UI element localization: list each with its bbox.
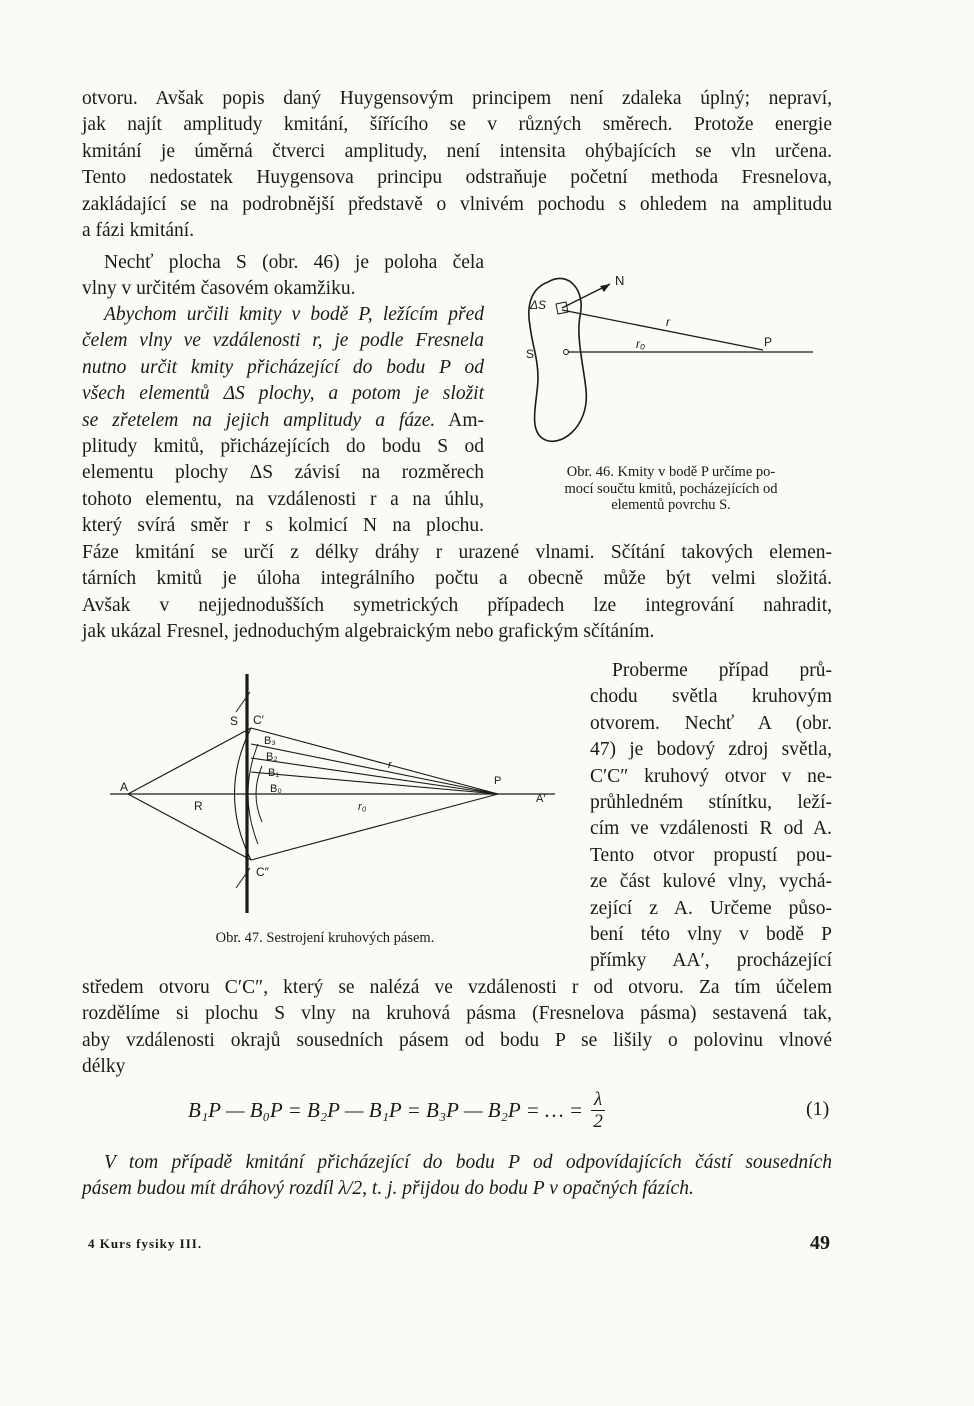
caption-line: Obr. 46. Kmity v bodě P určíme po-	[566, 464, 776, 480]
text-line: chodu světla kruhovým	[590, 686, 832, 708]
text-run: Am-	[435, 409, 484, 431]
text-line: kmitání je úměrná čtverci amplitudy, není intensita ohýbajících se vln určena.	[82, 140, 832, 162]
text-line: Proberme případ prů-	[612, 660, 832, 681]
text-line: Tento otvor propustí pou-	[590, 844, 832, 866]
text-line: cím ve vzdálenosti R od A.	[590, 818, 832, 840]
paragraph-1	[82, 86, 832, 244]
text-line: C′C″ kruhový otvor v ne-	[590, 765, 832, 787]
caption-line: elementů povrchu S.	[611, 497, 731, 513]
paragraph-5-right	[590, 658, 832, 975]
text-line: plitudy kmitů, přicházejících do bodu S od	[82, 436, 484, 458]
italic-run: se zřetelem na jejich amplitudy a fáze.	[82, 409, 436, 431]
label-n: N	[615, 273, 625, 288]
text-line: Avšak v nejjednodušších symetrických případech lze integrování nahradit,	[82, 594, 832, 616]
paragraph-6	[82, 1150, 832, 1203]
text-line: všech elementů ΔS plochy, a potom je složit	[82, 383, 484, 405]
ray-c1	[251, 728, 498, 794]
text-line: délky	[82, 1056, 126, 1078]
text-line: tárních kmitů je úloha integrálního počtu a obecně může být velmi složitá.	[82, 568, 832, 590]
label-c-double-prime: C″	[256, 865, 269, 879]
figure-46	[518, 268, 818, 458]
text-line: pásem budou mít dráhový rozdíl λ/2, t. j. přijdou do bodu P v opačných fázích.	[82, 1178, 694, 1200]
text-line: Nechť plocha S (obr. 46) je poloha čela	[104, 252, 484, 273]
ray-b1	[251, 772, 498, 794]
text-line: otvorem. Nechť A (obr.	[590, 712, 832, 734]
text-line: zakládající se na podrobnější představě o vlnivém pochodu s ohledem na amplitudu	[82, 193, 832, 215]
text-line: středem otvoru C′C″, který se nalézá ve vzdálenosti r od otvoru. Za tím účelem	[82, 977, 832, 998]
footer-signature: 4 Kurs fysiky III.	[88, 1236, 203, 1251]
text-line: elementu plochy ΔS závisí na rozměrech	[82, 462, 484, 484]
label-r: r	[666, 315, 670, 329]
text-line: přímky AA′, procházející	[590, 950, 832, 972]
line-a-c2	[128, 794, 251, 860]
label-c-prime: C′	[253, 713, 264, 727]
fraction-numerator: λ	[593, 1088, 603, 1110]
label-r0: r₀	[636, 337, 646, 351]
equation-number: (1)	[806, 1098, 830, 1120]
page-number: 49	[810, 1232, 830, 1254]
text-line: bení této vlny v bodě P	[590, 924, 832, 946]
text-line	[82, 408, 484, 434]
label-s: S	[230, 714, 239, 728]
fraction	[591, 1090, 605, 1131]
label-b0: B₀	[270, 783, 282, 795]
caption-line: mocí součtu kmitů, pocházejících od	[564, 480, 778, 497]
figure-46-caption	[520, 464, 822, 514]
equation-1	[188, 1088, 688, 1132]
text-line: jak najít amplitudy kmitání, šířícího se v různých směrech. Protože energie	[82, 114, 832, 136]
ray-c2	[251, 794, 498, 860]
label-b2: B₂	[266, 751, 278, 763]
text-line: čelem vlny ve vzdálenosti r, je podle Fresnela	[82, 330, 484, 352]
label-r: r	[388, 759, 392, 771]
text-line: průhledném stínítku, leží-	[590, 792, 832, 814]
text-line: nutno určit kmity přicházející do bodu P od	[82, 356, 484, 378]
paragraph-4	[82, 540, 832, 646]
equation-lhs: B₁P — B₀P = B₂P — B₁P = B₃P — B₂P = … =	[188, 1097, 584, 1122]
text-line: a fázi kmitání.	[82, 220, 195, 242]
text-line: V tom případě kmitání přicházející do bodu P od odpovídajících částí sousedních	[104, 1152, 832, 1173]
text-line: Tento nedostatek Huygensova principu odstraňuje početní methoda Fresnelova,	[82, 167, 832, 189]
normal-arrowhead	[600, 284, 610, 292]
label-r-big: R	[194, 799, 203, 813]
paragraph-5-full	[82, 975, 832, 1081]
label-r0: r₀	[358, 801, 367, 813]
line-r	[562, 310, 763, 350]
figure-47	[110, 668, 560, 923]
label-p: P	[494, 775, 502, 787]
paragraph-3	[82, 302, 484, 540]
label-ds: ΔS	[530, 298, 547, 312]
figure-47-caption: Obr. 47. Sestrojení kruhových pásem.	[215, 930, 435, 946]
ray-b3	[251, 744, 498, 794]
label-p: P	[764, 335, 773, 349]
text-line: otvoru. Avšak popis daný Huygensovým principem není zdaleka úplný; nepraví,	[82, 88, 832, 109]
text-line: aby vzdálenosti okrajů sousedních pásem od bodu P se lišily o polovinu vlnové	[82, 1029, 832, 1051]
text-line: rozdělíme si plochu S vlny na kruhová pásma (Fresnelova pásma) sestavená tak,	[82, 1003, 832, 1025]
text-line: zející z A. Určeme půso-	[590, 897, 832, 919]
text-line: 47) je bodový zdroj světla,	[590, 739, 832, 761]
text-line: ze část kulové vlny, vychá-	[590, 871, 832, 893]
label-b3: B₃	[264, 735, 276, 747]
text-line: vlny v určitém časovém okamžiku.	[82, 278, 356, 300]
fraction-denominator: 2	[593, 1110, 603, 1132]
label-s: S	[526, 347, 535, 361]
line-a-c1	[128, 728, 251, 794]
text-line: tohoto elementu, na vzdálenosti r a na úhlu,	[82, 488, 484, 510]
text-line: Fáze kmitání se určí z délky dráhy r urazené vlnami. Sčítání takových elemen-	[82, 542, 832, 563]
paragraph-2	[82, 250, 484, 303]
text-line: jak ukázal Fresnel, jednoduchým algebraickým nebo grafickým sčítáním.	[82, 621, 655, 643]
text-line: který svírá směr r s kolmicí N na plochu.	[82, 515, 484, 537]
label-b1: B₁	[268, 767, 280, 779]
text-line: Abychom určili kmity v bodě P, ležícím před	[104, 304, 484, 325]
label-a-prime: A′	[536, 793, 546, 805]
ray-b2	[251, 758, 498, 794]
label-a: A	[120, 780, 129, 794]
center-point	[564, 350, 569, 355]
